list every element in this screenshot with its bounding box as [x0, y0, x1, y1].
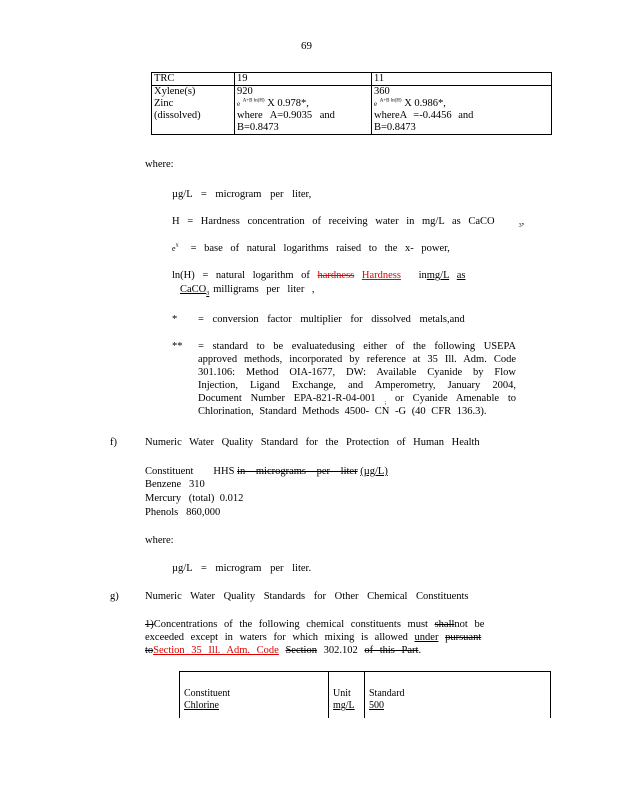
table-cell — [180, 672, 329, 719]
cell-text: whereA =-0.4456 and — [374, 110, 474, 121]
constituent-name: Phenols — [145, 507, 179, 518]
constituent-value: 0.012 — [219, 493, 244, 504]
table-cell — [152, 86, 235, 135]
def-text: ; — [384, 400, 387, 407]
cell-text: 360 — [374, 86, 390, 97]
def-text: in — [418, 270, 427, 281]
def-text: = standard to be evaluatedusing either of the following USEPA approved methods, incorporated by reference at 35 Ill. Adm. Code 301.106: Method OIA-1677, DW: Available Cyanide by Flow Injection, Ligand Exchange, and Amperometry, January 2004, Document Number EPA-821-R-04-001 — [198, 341, 516, 404]
cell-text: e — [237, 100, 241, 108]
hhs-row-mercury — [145, 492, 243, 505]
def-text: or Cyanide Amenable to Chlorination, Standard Methods 4500- CN -G (40 CFR 136.3). — [198, 393, 517, 417]
para-text: Concentrations of the following chemical constituents must — [153, 619, 428, 630]
table-cell — [152, 73, 235, 86]
formula — [374, 98, 549, 110]
cell-text: Xylene(s) — [154, 86, 196, 97]
col-header: HHS — [213, 466, 235, 477]
def-text: milligrams per liter , — [213, 284, 315, 295]
table-row — [152, 73, 552, 86]
constituent-name: Benzene — [145, 479, 182, 490]
table-cell — [235, 73, 372, 86]
where-label: where: — [145, 159, 174, 170]
hhs-row-phenols — [145, 506, 220, 519]
cell-text: 11 — [374, 73, 385, 84]
table-cell — [329, 672, 365, 719]
section-g-paragraph — [145, 618, 517, 657]
standard-value: 500 — [369, 700, 384, 711]
def-text: ln(H) = natural logarithm of — [172, 270, 310, 281]
def-text: CaCO — [180, 284, 207, 295]
deleted-text: of this Part — [364, 645, 419, 656]
exponent: x — [175, 242, 179, 249]
def-text: H = Hardness concentration of receiving water in mg/L as CaCO — [172, 216, 495, 227]
cell-text: 920 — [237, 86, 253, 97]
def-lnh-line2 — [180, 283, 315, 296]
cell-text: TRC — [154, 73, 175, 84]
section-g-label: g) — [110, 591, 119, 602]
table-row — [180, 672, 551, 719]
cell-text: X 0.978*, — [267, 98, 309, 109]
where-label-f: where: — [145, 535, 174, 546]
cell-text: B=0.8473 — [237, 122, 279, 133]
cell-text: 19 — [237, 73, 248, 84]
subscript: 3 — [206, 291, 210, 298]
para-text: . — [418, 645, 422, 656]
cell-text: Zinc — [154, 98, 174, 109]
cell-text: B=0.8473 — [374, 122, 416, 133]
hhs-header — [145, 465, 388, 478]
def-star: = conversion factor multiplier for dissolved metals,and — [198, 314, 465, 325]
def-dstar-symbol: ** — [172, 341, 183, 352]
inserted-text: (µg/L) — [360, 466, 388, 477]
exponent: A+B ln(H) — [242, 98, 265, 104]
section-g-title: Numeric Water Quality Standards for Other Chemical Constituents — [145, 591, 469, 602]
col-header: Unit — [333, 688, 351, 699]
section-f-title: Numeric Water Quality Standard for the Protection of Human Health — [145, 437, 480, 448]
other-constituents-table — [179, 671, 551, 718]
deleted-text: pursuant to — [145, 632, 482, 656]
para-text: 302.102 — [323, 645, 358, 656]
table-row — [152, 86, 552, 135]
def-ugl: µg/L = microgram per liter, — [172, 189, 312, 200]
unit-value: mg/L — [333, 700, 355, 711]
inserted-text: Hardness — [361, 270, 401, 281]
toxics-table — [151, 72, 552, 135]
constituent-name: Mercury (total) — [145, 493, 215, 504]
def-ugl-f: µg/L = microgram per liter. — [172, 563, 312, 574]
def-lnh — [172, 269, 466, 282]
deleted-text: hardness — [317, 270, 355, 281]
def-exp — [172, 242, 450, 255]
inserted-text: under — [414, 632, 439, 643]
cell-text: (dissolved) — [154, 110, 201, 121]
cell-text: where A=0.9035 and — [237, 110, 335, 121]
def-text: e — [172, 244, 176, 253]
section-f-label: f) — [110, 437, 117, 448]
page-number: 69 — [301, 40, 312, 52]
col-header: Standard — [369, 688, 405, 699]
def-text: mg/L — [426, 270, 450, 281]
exponent: A+B ln(H) — [379, 98, 402, 104]
para-text: not be exceeded except in waters for which mixing is allowed — [145, 619, 485, 643]
inserted-text: Section 35 Ill. Adm. Code — [153, 645, 279, 656]
col-header: Constituent — [145, 466, 194, 477]
constituent-value: 860,000 — [186, 507, 221, 518]
deleted-text: in micrograms per liter — [237, 466, 358, 477]
deleted-text: Section — [285, 645, 317, 656]
formula — [237, 98, 369, 110]
constituent-name: Chlorine — [184, 700, 219, 711]
cell-text: X 0.986*, — [404, 98, 446, 109]
table-cell — [235, 86, 372, 135]
table-cell — [372, 73, 552, 86]
table-cell — [365, 672, 551, 719]
hhs-row-benzene — [145, 478, 205, 491]
col-header: Constituent — [184, 688, 231, 699]
deleted-text: shall — [434, 619, 455, 630]
constituent-value: 310 — [189, 479, 205, 490]
subscript: 3 — [518, 223, 522, 230]
def-star-symbol: * — [172, 314, 178, 325]
def-dstar — [198, 340, 516, 418]
table-cell — [372, 86, 552, 135]
deleted-text: 1) — [145, 619, 154, 630]
def-hardness — [172, 215, 524, 228]
def-text: = base of natural logarithms raised to the x- power, — [190, 243, 450, 254]
def-text: as — [456, 270, 466, 281]
cell-text: e — [374, 100, 378, 108]
def-text: , — [521, 216, 525, 227]
